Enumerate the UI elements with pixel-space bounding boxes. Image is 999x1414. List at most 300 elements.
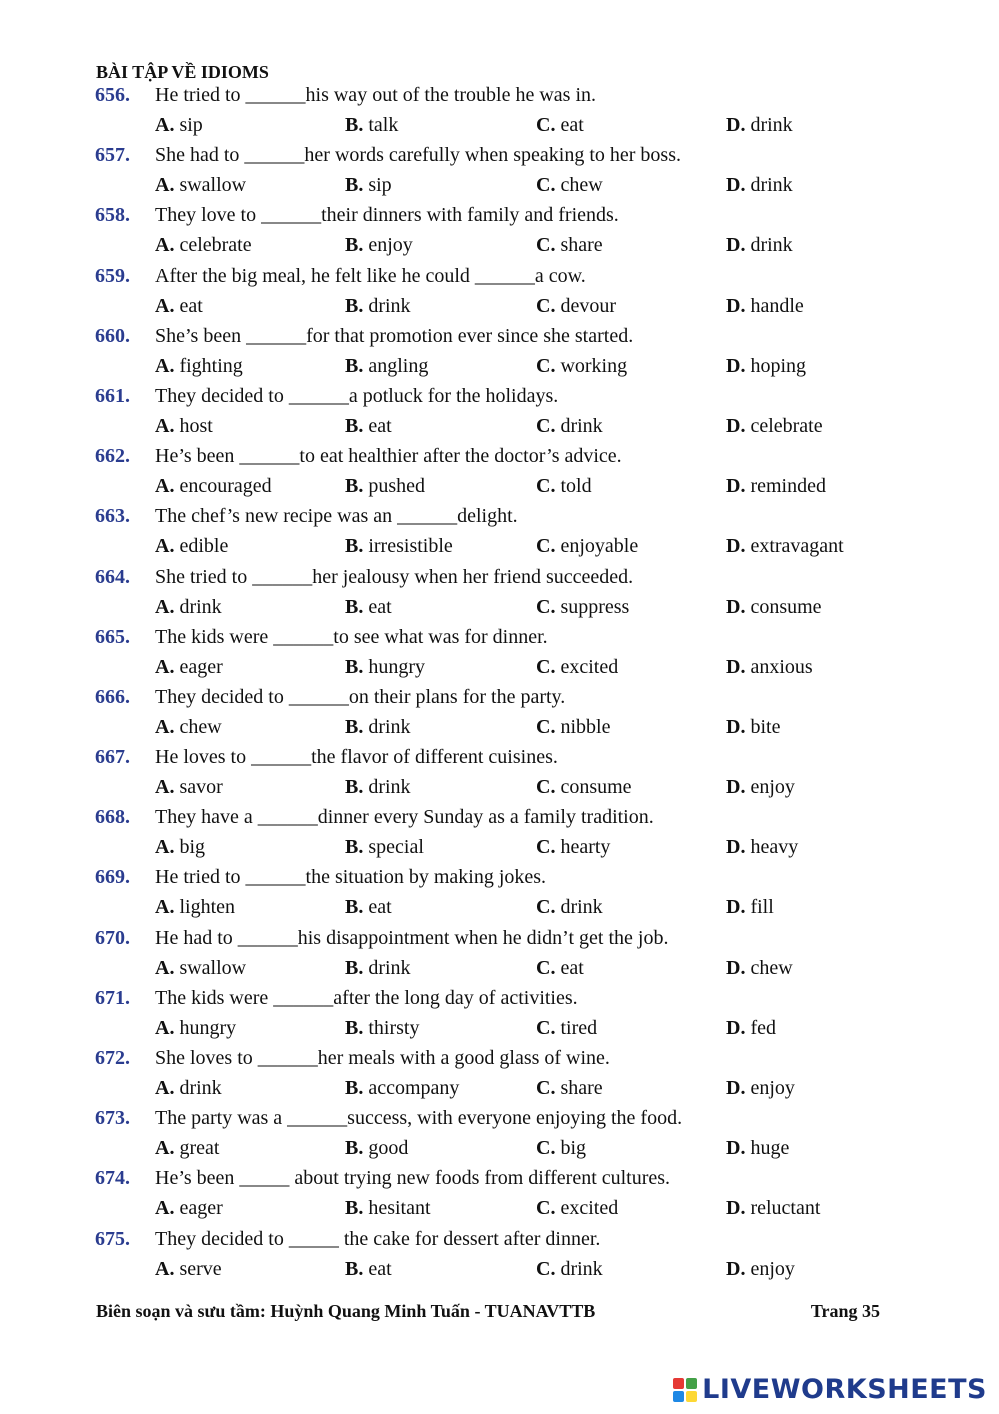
option-b[interactable] [345,592,392,622]
option-text: fed [750,1016,776,1039]
question-item [0,1163,999,1223]
option-letter: A. [155,1257,175,1280]
option-b[interactable] [345,953,411,983]
option-text: eat [560,956,584,979]
option-text: tired [560,1016,598,1039]
option-text: pushed [368,475,426,498]
question-item [0,562,999,622]
question-number: 661. [95,384,130,407]
option-letter: B. [345,1077,364,1099]
option-letter: C. [536,114,556,136]
option-letter: A. [155,595,175,618]
option-letter: C. [536,1077,556,1099]
option-c[interactable] [536,170,603,200]
question-number: 675. [95,1227,130,1250]
question-number: 673. [95,1107,130,1130]
question-item [0,1043,999,1103]
question-number: 662. [95,445,130,468]
option-d[interactable] [726,351,806,381]
question-number: 664. [95,565,130,588]
option-text: excited [560,655,619,678]
question-item [0,622,999,682]
option-letter: D. [726,1077,746,1099]
option-text: enjoyable [560,535,639,558]
option-text: accompany [368,1077,460,1099]
option-letter: C. [536,595,556,618]
option-letter: D. [726,655,746,678]
option-d[interactable] [726,170,793,200]
question-item [0,983,999,1043]
question-item [0,381,999,441]
option-a[interactable] [155,1013,236,1043]
option-text: angling [368,354,429,377]
question-text: The kids were ______to see what was for dinner. [155,625,548,648]
option-text: enjoy [750,776,795,799]
option-text: talk [368,114,399,136]
option-letter: D. [726,776,746,799]
option-b[interactable] [345,110,398,140]
option-b[interactable] [345,892,392,922]
question-text: They love to ______their dinners with family and friends. [155,204,619,227]
question-item [0,742,999,802]
option-letter: C. [536,1257,556,1280]
option-text: eat [560,114,584,136]
option-text: consume [560,776,632,799]
option-a[interactable] [155,531,228,561]
option-c[interactable] [536,772,632,802]
option-a[interactable] [155,652,223,682]
option-letter: B. [345,1257,364,1280]
option-a[interactable] [155,471,272,501]
option-text: devour [560,294,616,317]
option-d[interactable] [726,953,793,983]
page-title: BÀI TẬP VỀ IDIOMS [96,62,269,82]
option-text: chew [179,715,222,738]
option-a[interactable] [155,592,222,622]
option-b[interactable] [345,772,411,802]
option-letter: B. [345,234,364,257]
option-b[interactable] [345,1013,419,1043]
option-b[interactable] [345,1133,408,1163]
option-letter: B. [345,1016,364,1039]
option-a[interactable] [155,351,243,381]
option-b[interactable] [345,712,411,742]
option-text: huge [750,1137,790,1160]
question-text: She had to ______her words carefully when speaking to her boss. [155,144,681,167]
option-text: drink [368,956,411,979]
option-text: eat [368,1257,392,1280]
option-a[interactable] [155,1073,222,1103]
question-item [0,441,999,501]
option-letter: B. [345,715,364,738]
question-number: 670. [95,926,130,949]
option-a[interactable] [155,170,246,200]
option-letter: D. [726,114,746,136]
question-text: He loves to ______the flavor of different cuisines. [155,746,558,769]
option-a[interactable] [155,291,203,321]
option-b[interactable] [345,1193,431,1223]
option-text: big [179,836,206,859]
option-text: enjoy [368,234,413,257]
question-text: The chef’s new recipe was an ______delight. [155,505,518,528]
option-c[interactable] [536,832,610,862]
option-letter: C. [536,1137,556,1160]
option-letter: A. [155,896,175,919]
option-text: drink [368,294,411,317]
option-c[interactable] [536,712,610,742]
option-d[interactable] [726,1254,795,1284]
option-letter: D. [726,475,746,498]
option-c[interactable] [536,1073,603,1103]
option-d[interactable] [726,772,795,802]
option-c[interactable] [536,230,603,260]
option-letter: C. [536,655,556,678]
question-item [0,923,999,983]
question-item [0,80,999,140]
option-letter: A. [155,174,175,197]
option-letter: A. [155,475,175,498]
option-a[interactable] [155,1193,223,1223]
option-letter: C. [536,475,556,498]
option-letter: D. [726,354,746,377]
option-letter: C. [536,776,556,799]
option-text: special [368,836,424,859]
option-letter: A. [155,1137,175,1160]
option-text: drink [179,1077,222,1099]
option-letter: D. [726,715,746,738]
option-letter: D. [726,595,746,618]
option-letter: D. [726,1016,746,1039]
option-a[interactable] [155,892,235,922]
question-text: He’s been ______to eat healthier after the doctor’s advice. [155,445,622,468]
option-b[interactable] [345,351,428,381]
question-number: 657. [95,144,130,167]
option-text: drink [750,114,793,136]
question-text: After the big meal, he felt like he could ______a cow. [155,264,586,287]
option-a[interactable] [155,953,246,983]
option-c[interactable] [536,652,618,682]
option-a[interactable] [155,110,203,140]
option-d[interactable] [726,471,826,501]
question-number: 674. [95,1167,130,1190]
option-text: encouraged [179,475,272,498]
question-item [0,321,999,381]
question-item [0,140,999,200]
option-letter: C. [536,414,556,437]
question-text: They have a ______dinner every Sunday as a family tradition. [155,806,654,829]
option-letter: B. [345,174,364,197]
option-text: handle [750,294,804,317]
option-text: extravagant [750,535,844,558]
option-text: anxious [750,655,813,678]
option-b[interactable] [345,291,411,321]
option-c[interactable] [536,351,627,381]
option-text: nibble [560,715,611,738]
option-letter: B. [345,354,364,377]
option-a[interactable] [155,411,213,441]
option-c[interactable] [536,1013,597,1043]
option-letter: C. [536,174,556,197]
question-text: She’s been ______for that promotion ever since she started. [155,324,634,347]
option-letter: A. [155,1197,175,1220]
question-text: He tried to ______the situation by making jokes. [155,866,547,889]
option-d[interactable] [726,411,823,441]
question-number: 663. [95,505,130,528]
option-letter: A. [155,234,175,257]
question-number: 656. [95,84,130,106]
liveworksheets-logo-icon [672,1377,698,1403]
option-text: savor [179,776,223,799]
option-d[interactable] [726,1133,789,1163]
option-c[interactable] [536,471,592,501]
option-letter: A. [155,535,175,558]
option-letter: B. [345,414,364,437]
option-letter: D. [726,956,746,979]
option-letter: B. [345,655,364,678]
option-text: drink [368,776,411,799]
option-a[interactable] [155,230,252,260]
option-c[interactable] [536,291,616,321]
option-letter: A. [155,354,175,377]
question-text: They decided to ______a potluck for the holidays. [155,384,559,407]
option-text: chew [560,174,603,197]
footer-credit: Biên soạn và sưu tầm: Huỳnh Quang Minh Tuấn - TUANAVTTB [96,1301,596,1321]
option-text: edible [179,535,229,558]
option-d[interactable] [726,291,804,321]
option-letter: A. [155,655,175,678]
option-c[interactable] [536,892,603,922]
option-c[interactable] [536,953,584,983]
option-text: big [560,1137,587,1160]
option-letter: A. [155,114,175,136]
option-text: drink [560,414,603,437]
option-letter: C. [536,896,556,919]
option-letter: D. [726,535,746,558]
option-d[interactable] [726,1073,795,1103]
question-item [0,200,999,260]
option-text: serve [179,1257,222,1280]
option-c[interactable] [536,1193,618,1223]
option-letter: A. [155,715,175,738]
option-text: sip [368,174,392,197]
option-text: eat [179,294,203,317]
option-d[interactable] [726,832,798,862]
option-d[interactable] [726,892,774,922]
option-text: celebrate [179,234,252,257]
option-letter: C. [536,715,556,738]
option-text: working [560,354,628,377]
question-item [0,501,999,561]
option-letter: D. [726,174,746,197]
option-text: consume [750,595,822,618]
option-letter: A. [155,776,175,799]
question-list [0,80,999,1284]
option-b[interactable] [345,1254,392,1284]
option-letter: D. [726,234,746,257]
brand-text: LIVEWORKSHEETS [702,1374,987,1405]
question-item [0,1224,999,1284]
option-c[interactable] [536,411,603,441]
option-text: hesitant [368,1197,431,1220]
option-text: drink [368,715,411,738]
option-letter: C. [536,956,556,979]
option-letter: A. [155,1077,175,1099]
option-c[interactable] [536,1133,586,1163]
option-text: told [560,475,592,498]
option-letter: C. [536,354,556,377]
option-text: drink [560,1257,603,1280]
question-text: He tried to ______his way out of the trouble he was in. [155,84,597,106]
option-b[interactable] [345,471,425,501]
question-number: 671. [95,986,130,1009]
option-b[interactable] [345,652,425,682]
option-letter: B. [345,1137,364,1160]
option-a[interactable] [155,1254,222,1284]
question-text: The kids were ______after the long day of activities. [155,986,578,1009]
question-text: He’s been _____ about trying new foods from different cultures. [155,1167,671,1190]
option-text: enjoy [750,1077,795,1099]
option-text: suppress [560,595,630,618]
option-text: great [179,1137,220,1160]
option-d[interactable] [726,652,813,682]
option-letter: D. [726,836,746,859]
option-letter: C. [536,836,556,859]
option-text: fighting [179,354,243,377]
question-item [0,1103,999,1163]
option-letter: B. [345,114,364,136]
option-text: reminded [750,475,826,498]
option-text: eager [179,655,223,678]
option-letter: D. [726,294,746,317]
option-letter: B. [345,836,364,859]
option-c[interactable] [536,110,584,140]
option-letter: C. [536,294,556,317]
option-text: drink [560,896,603,919]
option-letter: A. [155,836,175,859]
option-d[interactable] [726,1193,820,1223]
option-letter: D. [726,896,746,919]
option-text: irresistible [368,535,453,558]
question-number: 660. [95,324,130,347]
option-text: hungry [368,655,426,678]
option-text: eager [179,1197,223,1220]
option-letter: B. [345,595,364,618]
option-letter: D. [726,414,746,437]
option-b[interactable] [345,411,392,441]
option-a[interactable] [155,712,222,742]
option-text: reluctant [750,1197,821,1220]
option-text: swallow [179,174,247,197]
option-letter: D. [726,1257,746,1280]
option-b[interactable] [345,170,392,200]
question-text: She loves to ______her meals with a good glass of wine. [155,1047,610,1069]
question-text: They decided to ______on their plans for the party. [155,685,566,708]
question-number: 659. [95,264,130,287]
question-number: 672. [95,1047,130,1069]
option-c[interactable] [536,531,638,561]
option-b[interactable] [345,531,453,561]
question-number: 667. [95,746,130,769]
option-d[interactable] [726,230,793,260]
option-text: hungry [179,1016,237,1039]
option-text: eat [368,414,392,437]
option-text: drink [750,234,793,257]
option-letter: C. [536,535,556,558]
option-text: good [368,1137,409,1160]
option-letter: C. [536,1197,556,1220]
option-text: fill [750,896,774,919]
question-text: He had to ______his disappointment when he didn’t get the job. [155,926,669,949]
option-letter: B. [345,776,364,799]
option-text: drink [179,595,222,618]
option-a[interactable] [155,832,205,862]
option-c[interactable] [536,592,629,622]
option-d[interactable] [726,110,793,140]
option-text: celebrate [750,414,823,437]
page-number: Trang 35 [810,1301,880,1321]
option-letter: D. [726,1197,746,1220]
option-letter: C. [536,234,556,257]
option-text: eat [368,896,392,919]
question-number: 668. [95,806,130,829]
question-item [0,802,999,862]
option-letter: A. [155,414,175,437]
option-text: swallow [179,956,247,979]
option-d[interactable] [726,592,822,622]
option-text: eat [368,595,392,618]
option-a[interactable] [155,1133,219,1163]
question-item [0,682,999,742]
option-b[interactable] [345,832,424,862]
question-number: 669. [95,866,130,889]
option-c[interactable] [536,1254,603,1284]
option-text: excited [560,1197,619,1220]
option-letter: B. [345,475,364,498]
option-text: heavy [750,836,799,859]
option-d[interactable] [726,712,780,742]
option-letter: A. [155,956,175,979]
question-text: The party was a ______success, with everyone enjoying the food. [155,1107,683,1130]
option-text: drink [750,174,793,197]
question-number: 666. [95,685,130,708]
option-b[interactable] [345,230,413,260]
option-text: chew [750,956,793,979]
option-d[interactable] [726,531,844,561]
option-text: hoping [750,354,807,377]
option-letter: B. [345,294,364,317]
option-letter: A. [155,294,175,317]
option-text: share [560,234,603,257]
option-a[interactable] [155,772,223,802]
option-text: lighten [179,896,235,919]
question-text: She tried to ______her jealousy when her friend succeeded. [155,565,634,588]
question-item [0,862,999,922]
option-letter: B. [345,1197,364,1220]
option-text: thirsty [368,1016,420,1039]
option-text: share [560,1077,603,1099]
option-text: host [179,414,213,437]
option-letter: D. [726,1137,746,1160]
option-letter: B. [345,896,364,919]
option-letter: A. [155,1016,175,1039]
option-b[interactable] [345,1073,459,1103]
option-d[interactable] [726,1013,776,1043]
question-text: They decided to _____ the cake for dessert after dinner. [155,1227,601,1250]
option-text: bite [750,715,781,738]
liveworksheets-brand[interactable] [672,1374,987,1405]
option-text: sip [179,114,203,136]
option-letter: C. [536,1016,556,1039]
